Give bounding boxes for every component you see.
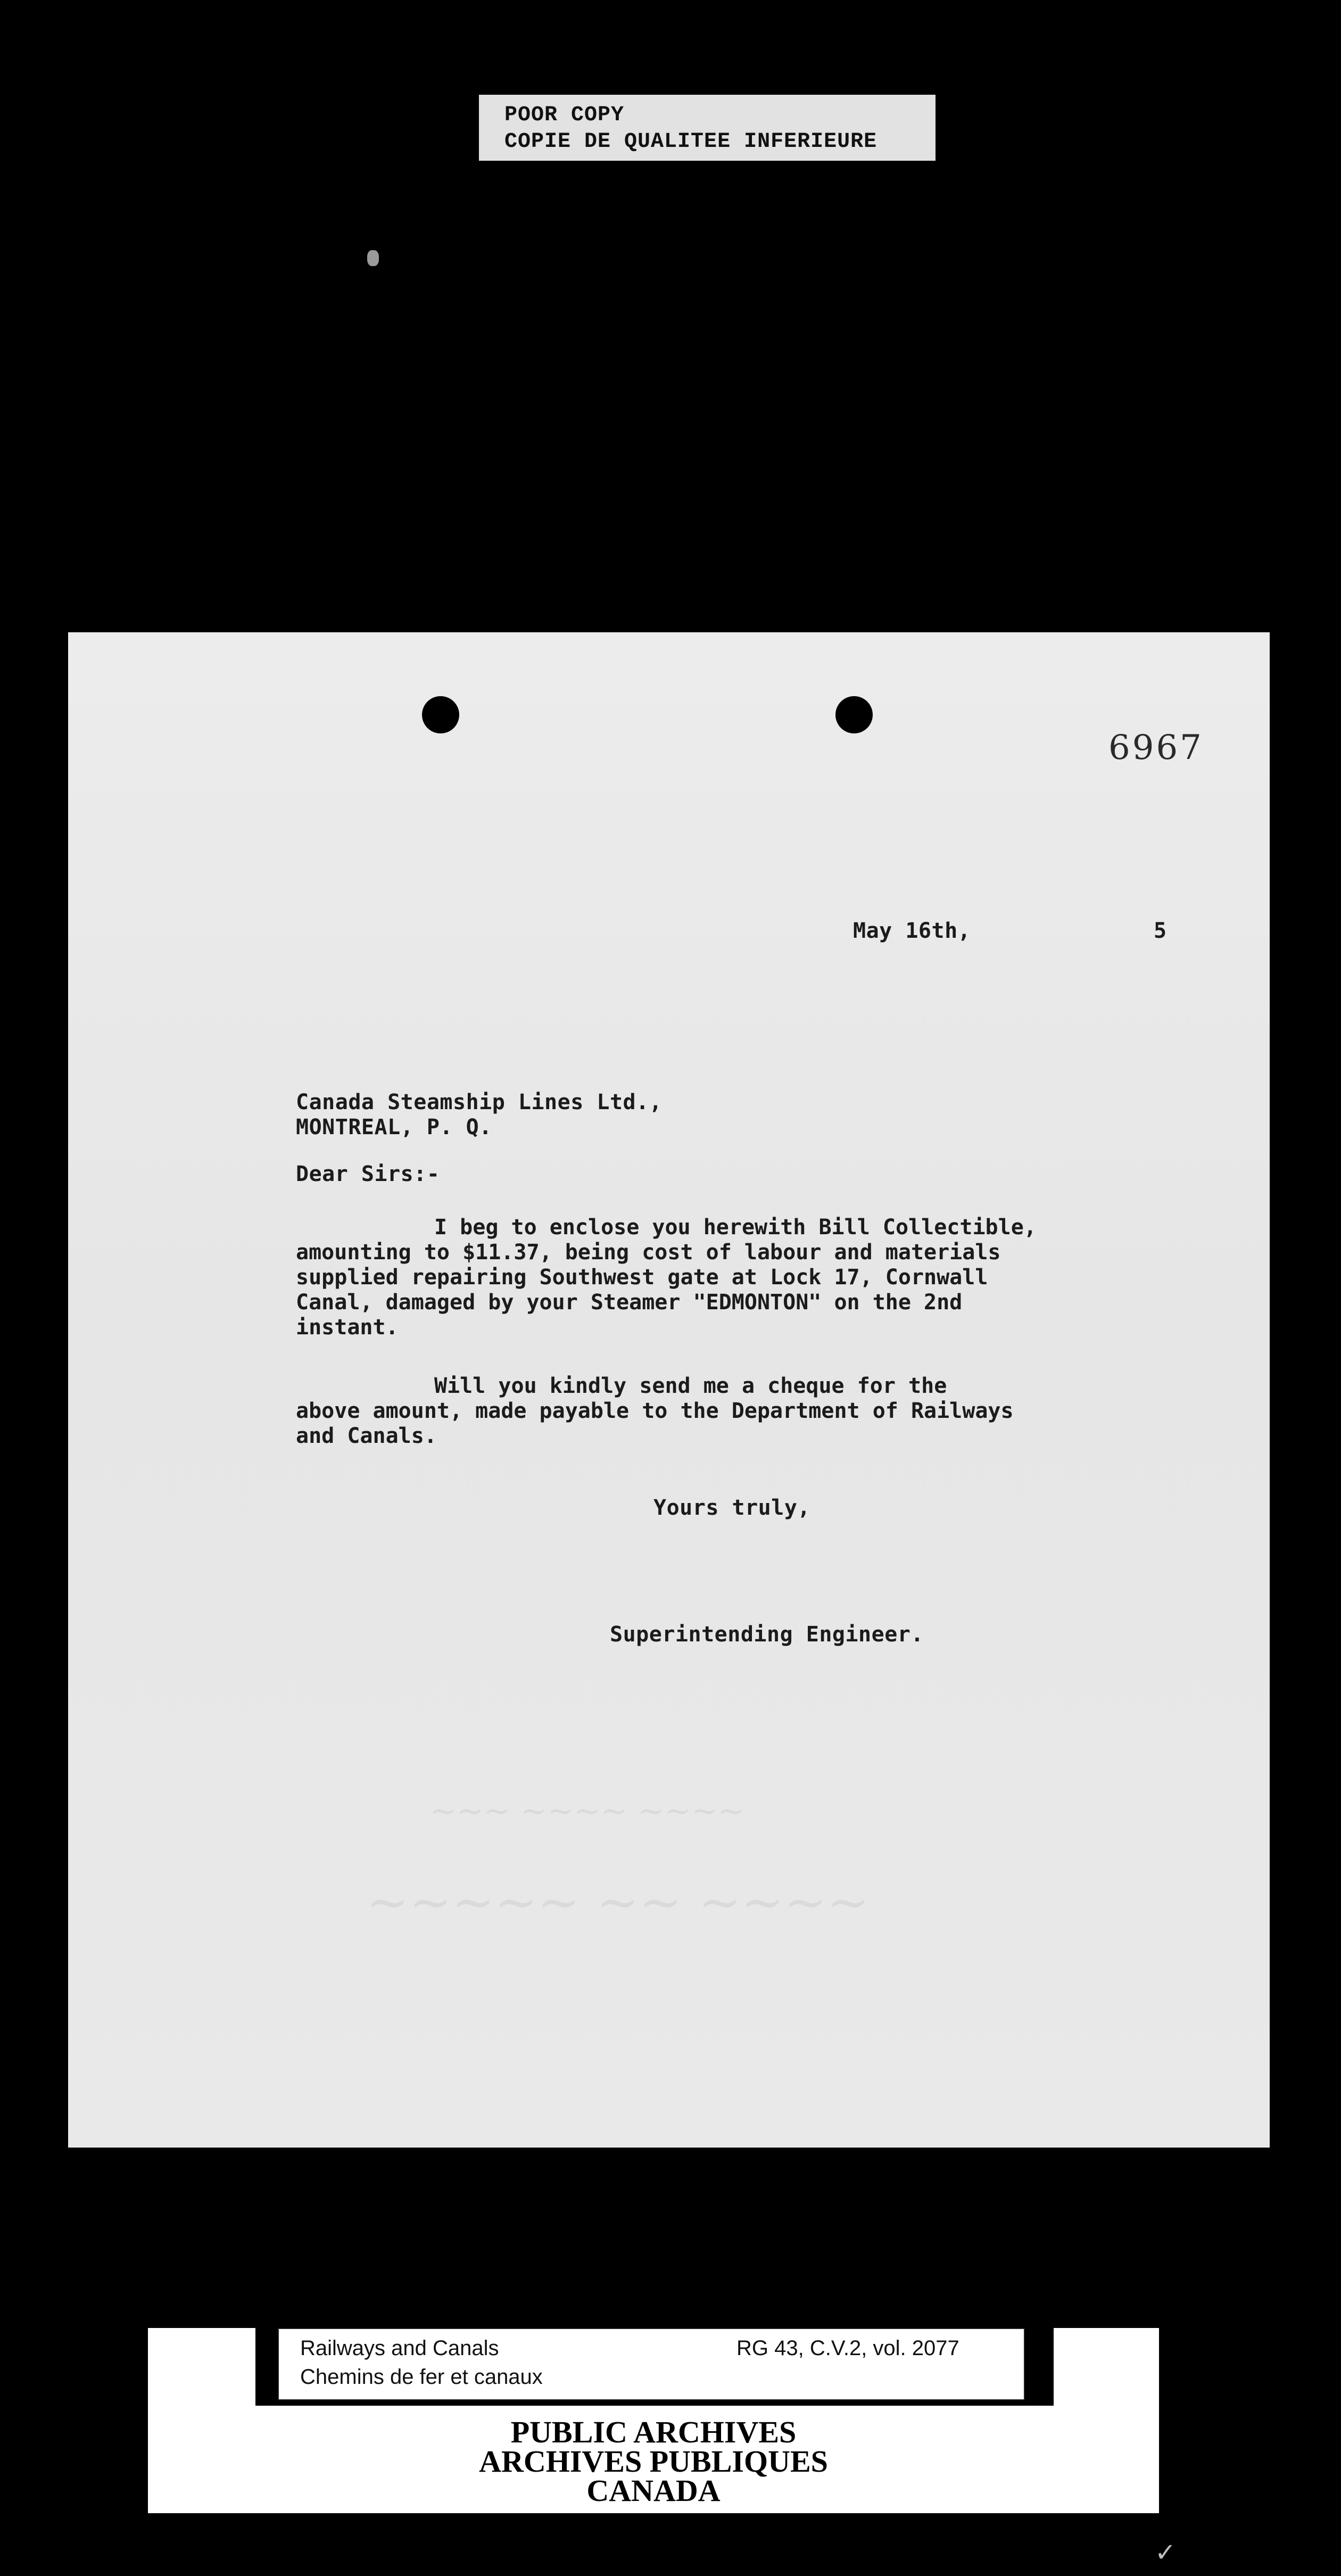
closing: Yours truly, — [653, 1496, 810, 1520]
paragraph-two — [296, 1374, 1232, 1449]
letter-date: May 16th, — [853, 919, 971, 943]
fonds-name-en: Railways and Canals — [300, 2336, 499, 2360]
recipient-name: Canada Steamship Lines Ltd., — [296, 1090, 663, 1114]
punch-hole-right — [835, 696, 873, 733]
paragraph-one-line: instant. — [296, 1315, 399, 1340]
recipient-city: MONTREAL, P. Q. — [296, 1115, 492, 1140]
file-number: 6967 — [1108, 728, 1204, 767]
paragraph-one-line: Canal, damaged by your Steamer "EDMONTON" on the 2nd — [296, 1290, 963, 1315]
archives-reference-box — [278, 2328, 1025, 2400]
paragraph-one-line: supplied repairing Southwest gate at Lock 17, Cornwall — [296, 1265, 988, 1290]
archives-title — [148, 2415, 1159, 2508]
faint-show-through: ~~~~~ ~~ ~~~~ — [366, 1872, 870, 1932]
film-speck — [367, 250, 379, 266]
archives-title-country: CANADA — [586, 2473, 721, 2508]
archives-title-fr: ARCHIVES PUBLIQUES — [479, 2444, 828, 2479]
signature-title: Superintending Engineer. — [610, 1622, 924, 1647]
punch-hole-left — [422, 696, 459, 733]
poor-copy-label — [479, 95, 936, 161]
paragraph-one — [296, 1215, 1232, 1340]
paragraph-two-line: and Canals. — [296, 1424, 437, 1448]
poor-copy-line-fr: COPIE DE QUALITEE INFERIEURE — [504, 130, 878, 154]
salutation: Dear Sirs:- — [296, 1162, 440, 1186]
poor-copy-line-en: POOR COPY — [504, 103, 625, 127]
archives-title-en: PUBLIC ARCHIVES — [510, 2415, 797, 2449]
check-mark-icon: ✓ — [1155, 2538, 1177, 2567]
paragraph-one-line: I beg to enclose you herewith Bill Collectible, — [434, 1215, 1037, 1240]
paragraph-one-line: amounting to $11.37, being cost of labour and materials — [296, 1240, 1001, 1265]
faint-show-through: ~~~ ~~~~ ~~~~ — [430, 1793, 745, 1830]
fonds-name-fr: Chemins de fer et canaux — [300, 2365, 543, 2389]
paragraph-two-line: above amount, made payable to the Department of Railways — [296, 1399, 1014, 1423]
page-mark: 5 — [1154, 919, 1167, 943]
letter-sheet — [68, 632, 1270, 2148]
archival-reference: RG 43, C.V.2, vol. 2077 — [736, 2336, 959, 2360]
paragraph-two-line: Will you kindly send me a cheque for the — [434, 1374, 947, 1398]
